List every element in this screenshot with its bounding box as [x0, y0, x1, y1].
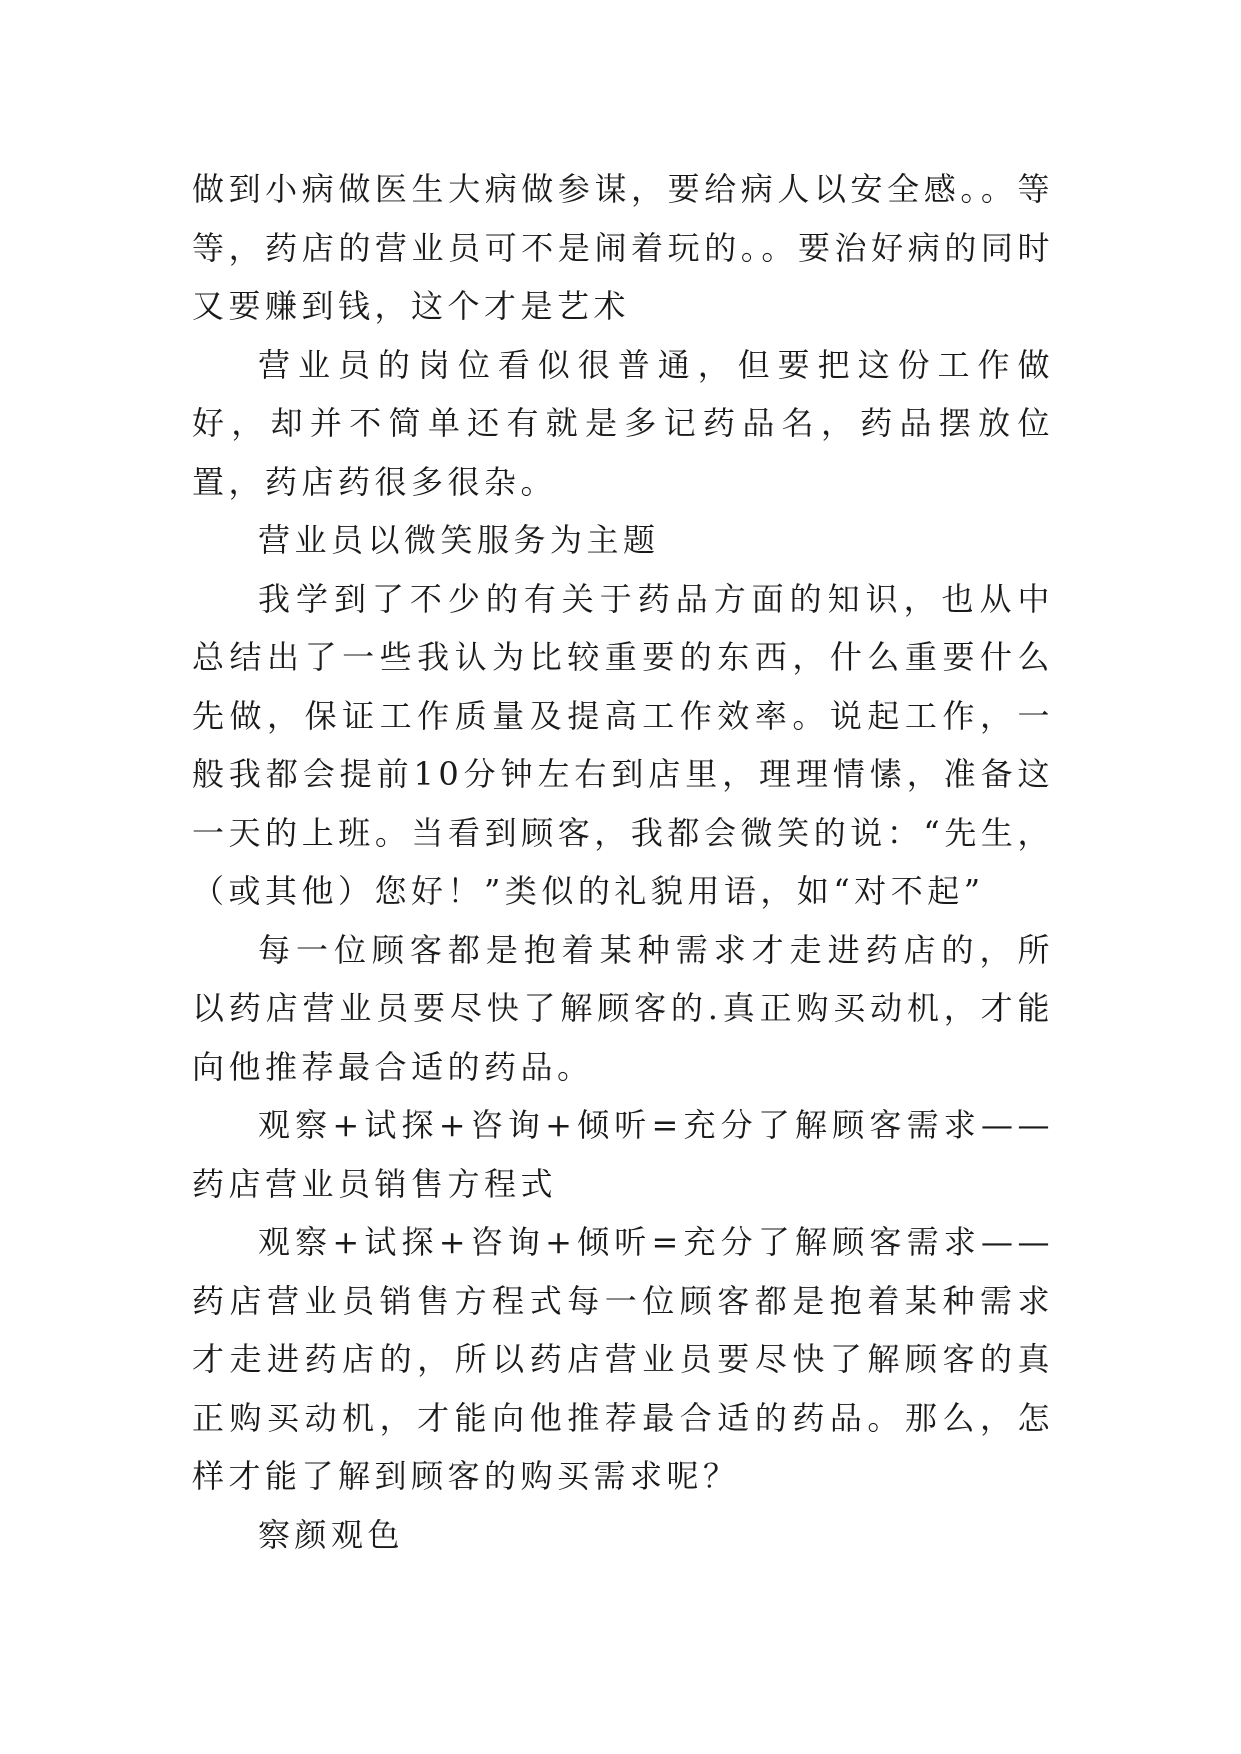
paragraph-4: 我学到了不少的有关于药品方面的知识，也从中总结出了一些我认为比较重要的东西，什么重要什么先做，保证工作质量及提高工作效率。说起工作，一般我都会提前10分钟左右到店里，理理情愫，准备这一天的上班。当看到顾客，我都会微笑的说：“先生，（或其他）您好！”类似的礼貌用语，如“对不起”: [192, 579, 1054, 910]
paragraph-8: 察颜观色: [258, 1515, 405, 1554]
document-body: [192, 160, 1054, 1564]
paragraph-7: 观察+试探+咨询+倾听=充分了解顾客需求——药店营业员销售方程式每一位顾客都是抱着某种需求才走进药店的，所以药店营业员要尽快了解顾客的真正购买动机，才能向他推荐最合适的药品。那么，怎样才能了解到顾客的购买需求呢？: [192, 1223, 1054, 1495]
paragraph-1: 做到小病做医生大病做参谋，要给病人以安全感。。等等，药店的营业员可不是闹着玩的。。要治好病的同时又要赚到钱，这个才是艺术: [192, 170, 1054, 325]
paragraph-2: 营业员的岗位看似很普通，但要把这份工作做好，却并不简单还有就是多记药品名，药品摆放位置，药店药很多很杂。: [192, 345, 1054, 501]
paragraph-5: 每一位顾客都是抱着某种需求才走进药店的，所以药店营业员要尽快了解顾客的.真正购买动机，才能向他推荐最合适的药品。: [192, 930, 1054, 1086]
paragraph-6: 观察+试探+咨询+倾听=充分了解顾客需求——药店营业员销售方程式: [192, 1106, 1054, 1203]
paragraph-3: 营业员以微笑服务为主题: [258, 521, 660, 559]
